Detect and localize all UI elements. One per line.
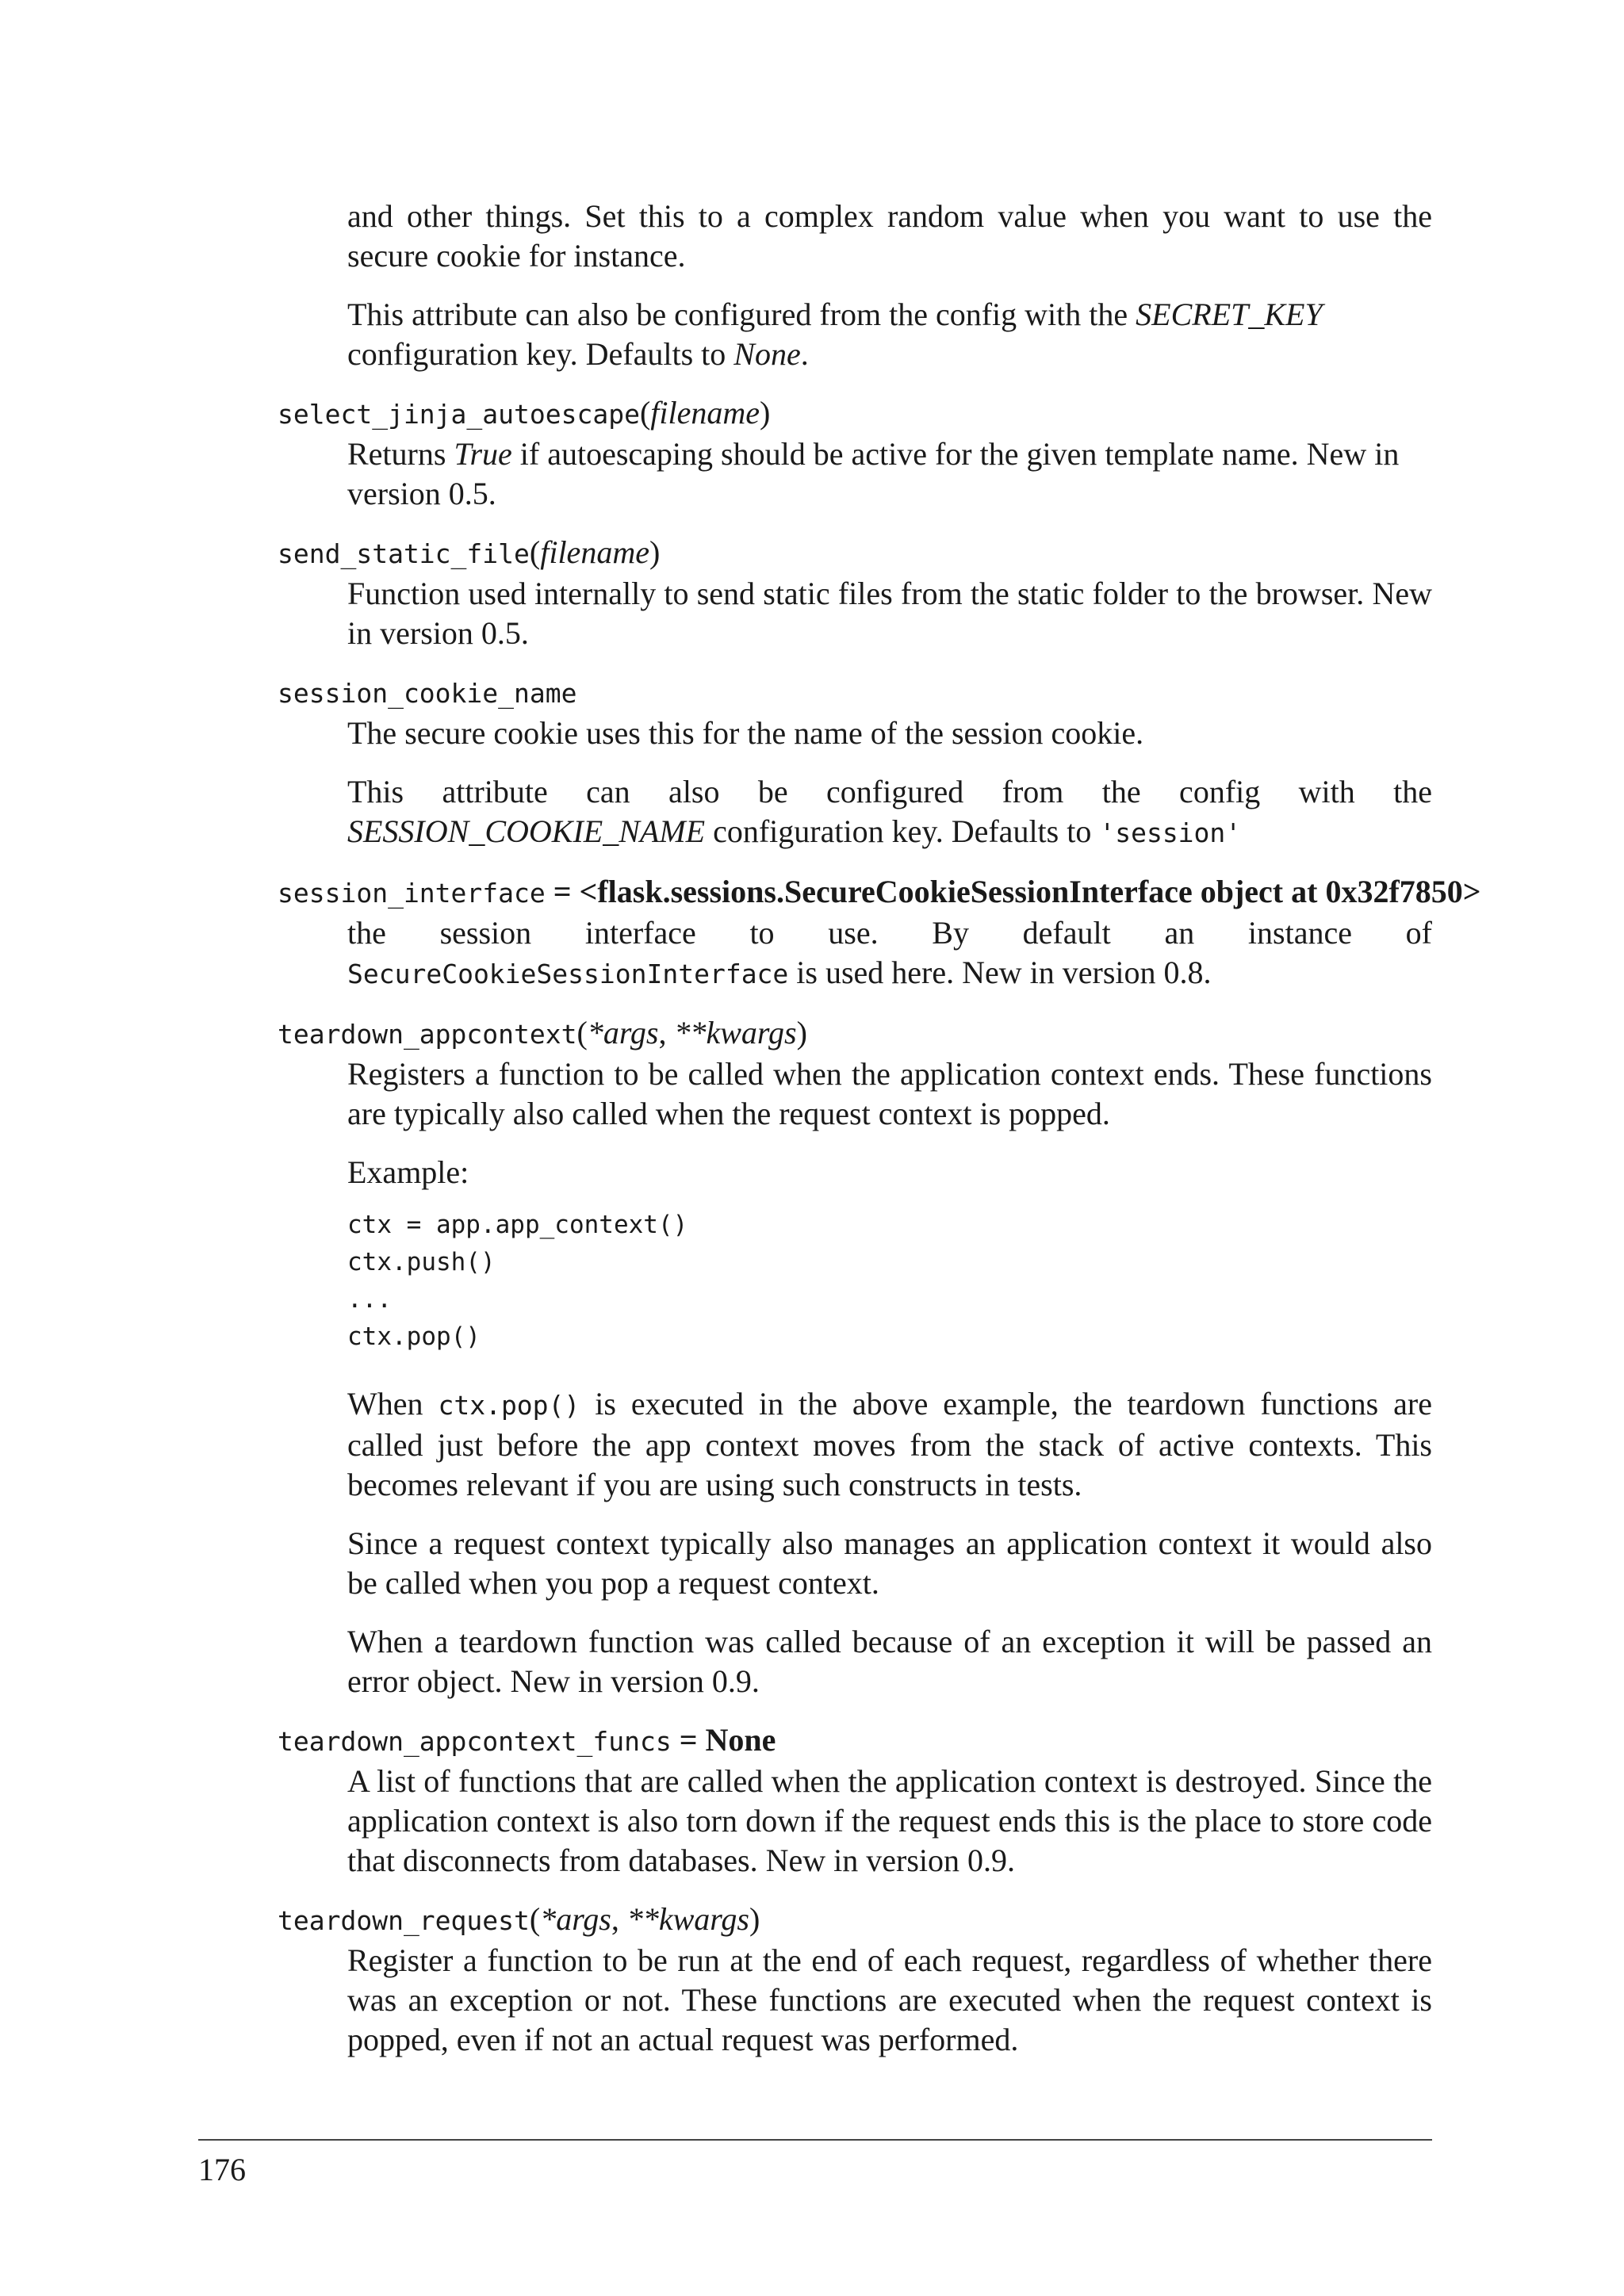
text-span: configuration key. Defaults to	[347, 336, 734, 372]
intro-paragraph: and other things. Set this to a complex random value when you want to use the secure cookie for instance.	[347, 198, 1432, 274]
example-label: Example:	[347, 1154, 469, 1190]
paren-open: (	[529, 1901, 541, 1937]
code-line: ctx.pop()	[347, 1322, 481, 1351]
entry-description	[347, 913, 1432, 994]
api-entry-teardown-appcontext-funcs	[278, 1720, 1432, 1881]
description-paragraph: Function used internally to send static files from the static folder to the browser. New in version 0.5.	[347, 576, 1432, 651]
description-paragraph	[347, 434, 1432, 514]
entry-description	[347, 1762, 1432, 1881]
description-paragraph: Registers a function to be called when the application context ends. These functions are typically also called when the request context is popped.	[347, 1056, 1432, 1131]
api-entry-session-interface	[278, 872, 1481, 994]
api-entry-session-cookie-name	[278, 672, 1432, 853]
param-name: filename	[650, 395, 760, 430]
text-span: the session interface to use. By default an instance of	[347, 915, 1432, 951]
code-line: ctx.push()	[347, 1248, 496, 1276]
inline-code: ctx.pop()	[438, 1390, 580, 1421]
method-signature	[278, 393, 1432, 434]
method-signature	[278, 1013, 1432, 1054]
description-paragraph	[347, 913, 1432, 994]
method-name: teardown_appcontext	[278, 1019, 577, 1050]
attribute-value: = None	[671, 1722, 776, 1758]
text-span: configuration key. Defaults to	[705, 813, 1100, 849]
attribute-signature	[278, 872, 1481, 913]
description-paragraph: A list of functions that are called when the application context is destroyed. Since the application context is also torn down if the request ends this is the place to store code that disconnects from databases. New in version 0.9.	[347, 1763, 1432, 1878]
attribute-name: session_interface	[278, 878, 546, 909]
class-name: SecureCookieSessionInterface	[347, 959, 789, 989]
paren-open: (	[576, 1015, 588, 1050]
param-name: *args	[540, 1901, 611, 1937]
attribute-signature	[278, 672, 1432, 714]
emphasis: True	[454, 436, 512, 472]
text-span: is used here. New in version 0.8.	[788, 955, 1212, 990]
paren-close: )	[796, 1015, 807, 1050]
entry-description	[347, 1054, 1432, 1701]
paren-close: )	[649, 534, 661, 570]
param-name: filename	[540, 534, 649, 570]
description-paragraph: Since a request context typically also manages an application context it would also be called when you pop a request context.	[347, 1525, 1432, 1601]
api-entry-select-jinja-autoescape	[278, 393, 1432, 514]
text-span: is executed in the above example, the teardown functions are called just before the app context moves from the stack of active contexts. This becomes relevant if you are using such constructs in tests.	[347, 1386, 1432, 1502]
method-name: send_static_file	[278, 538, 530, 569]
attribute-name: teardown_appcontext_funcs	[278, 1726, 672, 1757]
method-signature	[278, 533, 1432, 574]
intro-block	[347, 197, 1432, 374]
entry-description	[347, 434, 1432, 514]
page-content	[278, 197, 1481, 2060]
param-name: *args	[587, 1015, 659, 1050]
description-paragraph: When a teardown function was called because of an exception it will be passed an error object. New in version 0.9.	[347, 1624, 1432, 1699]
default-value: 'session'	[1099, 817, 1242, 848]
paren-close: )	[749, 1901, 760, 1937]
paren-open: (	[639, 395, 651, 430]
config-key-name: SESSION_COOKIE_NAME	[347, 813, 706, 849]
entry-description	[347, 1941, 1432, 2060]
entry-description	[347, 714, 1432, 853]
code-line: ctx = app.app_context()	[347, 1211, 688, 1239]
code-line: ...	[347, 1285, 392, 1314]
text-span: This attribute can also be configured from the config with the	[347, 297, 1136, 332]
description-paragraph	[347, 1384, 1432, 1505]
paren-open: (	[529, 534, 541, 570]
param-name: **kwargs	[626, 1901, 749, 1937]
config-paragraph	[347, 772, 1432, 853]
text-span: When	[347, 1386, 439, 1422]
code-example	[347, 1207, 1432, 1356]
attribute-signature	[278, 1720, 1432, 1762]
attribute-name: session_cookie_name	[278, 678, 577, 709]
param-name: **kwargs	[674, 1015, 797, 1050]
text-span: .	[800, 336, 809, 372]
method-name: select_jinja_autoescape	[278, 399, 640, 430]
param-separator: ,	[611, 1901, 627, 1937]
entry-description	[347, 574, 1432, 653]
method-name: teardown_request	[278, 1905, 530, 1936]
description-paragraph: Register a function to be run at the end of each request, regardless of whether there was an exception or not. These functions are executed when the request context is popped, even if not an actual request was performed.	[347, 1942, 1432, 2057]
api-entry-teardown-request	[278, 1900, 1432, 2060]
api-entry-send-static-file	[278, 533, 1432, 653]
text-span: if autoescaping should be active for the given template name. New in version 0.5.	[347, 436, 1400, 511]
text-span: This attribute can also be configured from the config with the	[347, 774, 1432, 809]
api-entry-teardown-appcontext	[278, 1013, 1432, 1701]
description-paragraph: The secure cookie uses this for the name of the session cookie.	[347, 715, 1144, 751]
text-span: Returns	[347, 436, 454, 472]
paren-close: )	[760, 395, 771, 430]
page-number: 176	[198, 2152, 246, 2187]
config-key-name: SECRET_KEY	[1136, 297, 1323, 332]
method-signature	[278, 1900, 1432, 1941]
secret-key-paragraph	[347, 295, 1432, 374]
footer-divider	[198, 2139, 1432, 2141]
default-value: None	[733, 336, 801, 372]
param-separator: ,	[658, 1015, 675, 1050]
attribute-value: = <flask.sessions.SecureCookieSessionInterface object at 0x32f7850>	[545, 874, 1481, 909]
